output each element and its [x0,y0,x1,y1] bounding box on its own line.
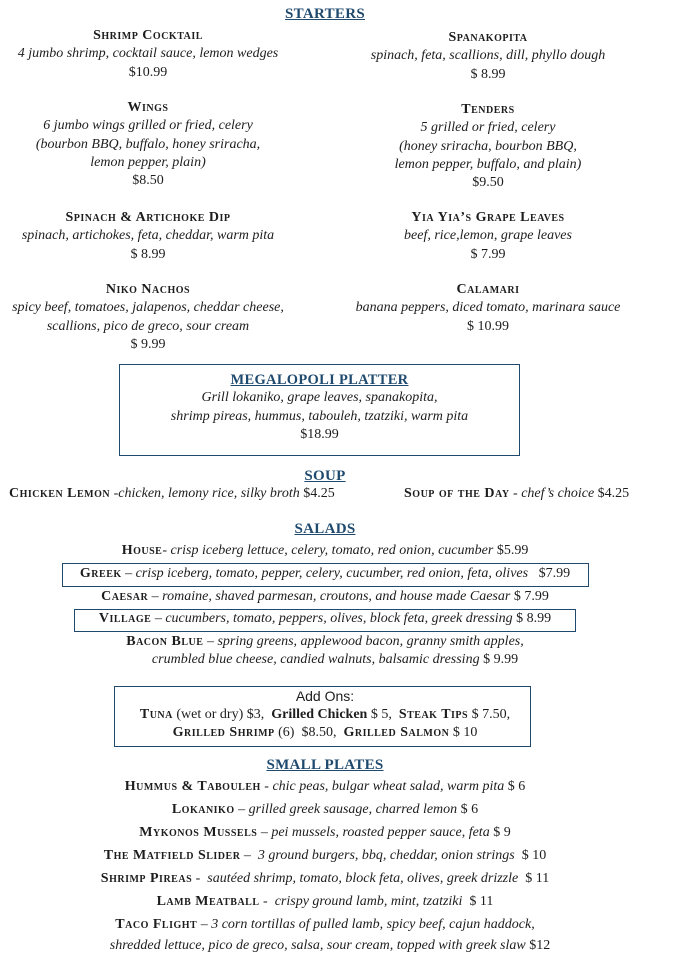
item-price: $ 11 [518,871,550,886]
item-price: $7.99 [528,566,571,581]
item-name: House [121,543,163,558]
addon-name: Grilled Salmon [343,725,450,740]
addon-detail: $ 5, [367,707,399,722]
item-price: $ 6 [457,802,479,817]
separator: - [260,779,273,794]
item-desc: scallions, pico de greco, sour cream [46,318,250,334]
item-desc: lemon pepper, buffalo, and plain) [394,156,582,172]
separator: - [110,486,119,501]
item-price: $ 8.99 [130,246,166,262]
item-name: Lamb Meatball [156,894,260,909]
item-desc: 6 jumbo wings grilled or fried, celery [43,118,253,134]
item-desc: cucumbers, tomato, peppers, olives, block feta, greek dressing [165,611,513,626]
item-desc: (honey sriracha, bourbon BBQ, [399,138,577,154]
item-name: Calamari [456,282,520,297]
soup-heading: SOUP [304,468,346,484]
small-plate-taco-flight-cont [0,938,660,954]
separator: - [259,894,275,909]
separator: – [197,917,212,932]
item-desc: lemon pepper, plain) [90,154,206,170]
item-desc: 4 jumbo shrimp, cocktail sauce, lemon wedges [17,46,279,62]
item-desc: crispy ground lamb, mint, tzatziki [274,894,463,909]
add-ons-line-1 [0,707,650,723]
soup-chicken-lemon [9,486,335,502]
item-desc: banana peppers, diced tomato, marinara sauce [355,300,621,316]
item-name: Yia Yia’s Grape Leaves [411,210,565,225]
item-price: $ 8.99 [512,611,552,626]
item-price: $ 7.99 [470,246,506,262]
separator: – [240,848,258,863]
megalopoli-platter-box [119,364,520,456]
item-desc: romaine, shaved parmesan, croutons, and house made Caesar [162,589,511,604]
platter-price: $18.99 [300,426,339,442]
small-plate-mussels [0,825,650,841]
item-desc: chicken, lemony rice, silky broth [118,486,300,501]
addon-name: Tuna [139,707,173,722]
item-price: $4.25 [594,486,630,501]
item-price: $4.25 [299,486,335,501]
starter-wings [0,99,296,190]
item-name: Spinach & Artichoke Dip [65,210,231,225]
add-ons-line-2 [0,725,650,741]
separator: – [203,634,218,649]
item-name: Taco Flight [115,917,198,932]
salad-greek [0,566,650,582]
item-price: $10.99 [128,64,168,80]
item-desc: 5 grilled or fried, celery [420,120,556,136]
item-desc: chef’s choice [521,486,595,501]
separator: - [192,871,208,886]
platter-desc: Grill lokaniko, grape leaves, spanakopita, [201,390,438,406]
starter-spinach-dip [0,209,296,264]
item-price: $8.50 [132,173,164,189]
small-plate-slider [0,848,650,864]
separator: – [148,589,163,604]
item-desc: spinach, artichokes, feta, cheddar, warm pita [21,228,275,244]
item-name: Lokaniko [171,802,235,817]
small-plate-taco-flight [0,917,650,933]
item-name: Shrimp Cocktail [93,28,203,43]
separator: – [151,611,166,626]
small-plate-lokaniko [0,802,650,818]
small-plate-hummus [0,779,650,795]
item-desc: spicy beef, tomatoes, jalapenos, cheddar cheese, [12,300,284,316]
salad-village [0,611,650,627]
item-price: $ 9.99 [479,652,519,667]
starter-calamari [340,281,636,336]
addon-detail: (6) $8.50, [274,725,344,740]
item-name: Wings [127,100,169,115]
item-desc: grilled greek sausage, charred lemon [248,802,458,817]
item-price: $ 11 [462,894,494,909]
item-desc: crumbled blue cheese, candied walnuts, balsamic dressing [151,652,480,667]
item-name: Chicken Lemon [9,486,111,501]
item-desc: 3 ground burgers, bbq, cheddar, onion strings [257,848,515,863]
addon-name: Steak Tips [398,707,469,722]
item-desc: beef, rice,lemon, grape leaves [404,228,572,244]
salad-house [0,543,650,559]
item-desc: crisp iceberg lettuce, celery, tomato, red onion, cucumber [170,543,494,558]
item-price: $ 10 [514,848,547,863]
item-price: $5.99 [493,543,529,558]
starter-spanakopita [340,29,636,84]
item-price: $12 [525,938,551,953]
item-name: Village [98,611,152,626]
starter-shrimp-cocktail [0,27,296,82]
item-desc: sautéed shrimp, tomato, block feta, olives, greek drizzle [207,871,519,886]
separator: – [121,566,136,581]
item-price: $ 9.99 [130,336,166,352]
separator: - [162,543,171,558]
item-desc: pei mussels, roasted pepper sauce, feta [271,825,490,840]
item-price: $ 10.99 [467,318,509,334]
item-desc: 3 corn tortillas of pulled lamb, spicy beef, cajun haddock, [211,917,535,932]
small-plates-heading: SMALL PLATES [266,757,384,773]
item-desc: (bourbon BBQ, buffalo, honey sriracha, [35,136,261,152]
addon-detail: (wet or dry) $3, [172,707,272,722]
addon-name: Grilled Chicken [271,707,368,722]
item-price: $ 9 [489,825,511,840]
salad-bacon-blue-cont [0,652,670,668]
item-name: Mykonos Mussels [139,825,258,840]
item-price: $9.50 [472,175,504,191]
item-name: Soup of the Day [404,486,510,501]
item-desc: spinach, feta, scallions, dill, phyllo dough [370,48,606,64]
item-name: Bacon Blue [126,634,204,649]
salad-caesar [0,589,650,605]
addon-detail: $ 7.50, [468,707,511,722]
item-desc: crisp iceberg, tomato, pepper, celery, cucumber, red onion, feta, olives [135,566,529,581]
starter-tenders [340,101,636,192]
separator: - [509,486,522,501]
item-desc: shredded lettuce, pico de greco, salsa, sour cream, topped with greek slaw [109,938,526,953]
addon-detail: $ 10 [449,725,478,740]
salads-heading: SALADS [294,521,356,537]
item-name: Caesar [101,589,149,604]
add-ons-title: Add Ons: [295,688,355,704]
item-price: $ 7.99 [510,589,549,604]
starter-niko-nachos [0,281,296,354]
platter-title: MEGALOPOLI PLATTER [230,372,409,388]
separator: – [234,802,249,817]
addon-name: Grilled Shrimp [172,725,275,740]
item-name: Niko Nachos [105,282,191,297]
item-name: Greek [79,566,122,581]
salad-bacon-blue [0,634,650,650]
item-desc: chic peas, bulgar wheat salad, warm pita [272,779,505,794]
item-price: $ 8.99 [470,66,506,82]
item-name: Shrimp Pireas [100,871,193,886]
platter-desc: shrimp pireas, hummus, tabouleh, tzatziki, warm pita [170,408,469,424]
item-name: Tenders [461,102,515,117]
separator: – [257,825,272,840]
small-plate-lamb-meatball [0,894,650,910]
starters-heading: STARTERS [285,6,365,22]
item-name: Hummus & Tabouleh [124,779,261,794]
item-desc: spring greens, applewood bacon, granny smith apples, [217,634,524,649]
item-name: Spanakopita [448,30,528,45]
starter-grape-leaves [340,209,636,264]
item-price: $ 6 [504,779,526,794]
soup-of-the-day [404,486,629,502]
item-name: The Matfield Slider [103,848,241,863]
small-plate-shrimp-pireas [0,871,650,887]
